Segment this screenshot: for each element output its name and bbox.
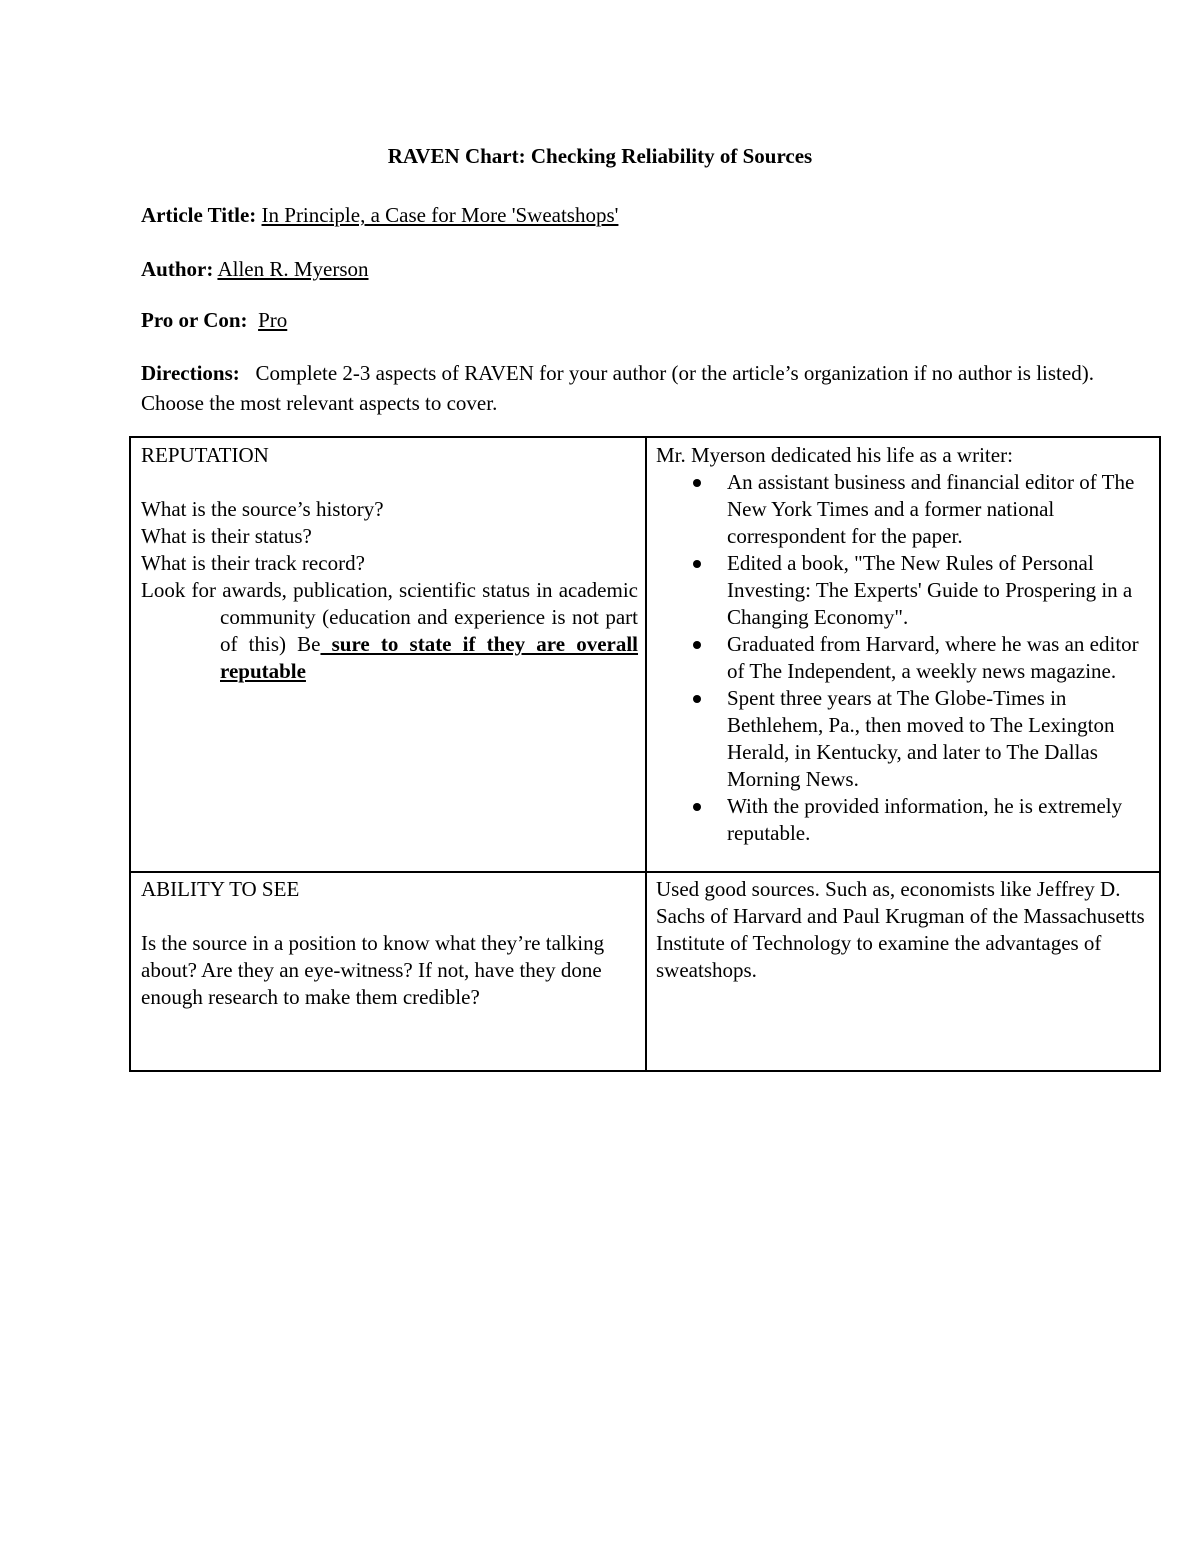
list-item [656,631,1156,685]
list-item-text: Graduated from Harvard, where he was an editor of The Independent, a weekly news magazine. [727,632,1139,683]
reputation-emphasis: sure to state if they are overall reputable [220,632,639,683]
reputation-answer-cell [656,442,1156,847]
bullet-icon [693,560,701,568]
directions-field [141,358,1130,418]
pro-con-label: Pro or Con: [141,308,248,332]
ability-heading: ABILITY TO SEE [141,877,300,901]
pro-con-field [141,307,1130,334]
list-item-text: Spent three years at The Globe-Times in Bethlehem, Pa., then moved to The Lexington Herald, in Kentucky, and later to The Dallas Morning News. [727,686,1115,791]
reputation-look-for [141,577,638,685]
reputation-heading: REPUTATION [141,443,269,467]
article-title-field [141,202,1130,229]
reputation-question-cell [141,442,638,685]
bullet-icon [693,479,701,487]
page-title: RAVEN Chart: Checking Reliability of Sources [387,144,813,168]
raven-table [129,436,1161,1072]
author-label: Author: [141,257,214,281]
article-title-label: Article Title: [141,203,257,227]
reputation-answer-list [656,469,1156,847]
ability-answer-cell [656,876,1156,984]
list-item [656,550,1156,631]
directions-label: Directions: [141,361,240,385]
reputation-question-track-record: What is their track record? [141,551,365,575]
reputation-question-status: What is their status? [141,524,312,548]
ability-answer: Used good sources. Such as, economists like Jeffrey D. Sachs of Harvard and Paul Krugman of the Massachusetts Institute of Technology to examine the advantages of sweatshops. [656,877,1145,982]
list-item [656,685,1156,793]
ability-question-cell [141,876,638,1011]
table-column-divider [645,438,647,1070]
table-row-divider [131,871,1159,873]
list-item-text: With the provided information, he is extremely reputable. [727,794,1123,845]
bullet-icon [693,641,701,649]
author-field [141,256,1130,283]
pro-con-value: Pro [258,308,288,332]
bullet-icon [693,803,701,811]
reputation-question-history: What is the source’s history? [141,497,384,521]
list-item-text: Edited a book, "The New Rules of Personal Investing: The Experts' Guide to Prospering in a Changing Economy". [727,551,1133,629]
article-title-value: In Principle, a Case for More 'Sweatshops' [261,203,619,227]
list-item [656,469,1156,550]
reputation-look-for-text: Look for awards, publication, scientific status in academic community (education and experience is not part of this) Be [141,578,638,656]
author-value: Allen R. Myerson [217,257,369,281]
ability-question: Is the source in a position to know what they’re talking about? Are they an eye-witness? If not, have they done enough research to make them credible? [141,931,605,1009]
list-item [656,793,1156,847]
bullet-icon [693,695,701,703]
directions-text: Complete 2-3 aspects of RAVEN for your author (or the article’s organization if no author is listed). Choose the most relevant aspects to cover. [141,361,1094,415]
reputation-answer-intro: Mr. Myerson dedicated his life as a writer: [656,443,1013,467]
list-item-text: An assistant business and financial editor of The New York Times and a former national correspondent for the paper. [727,470,1135,548]
